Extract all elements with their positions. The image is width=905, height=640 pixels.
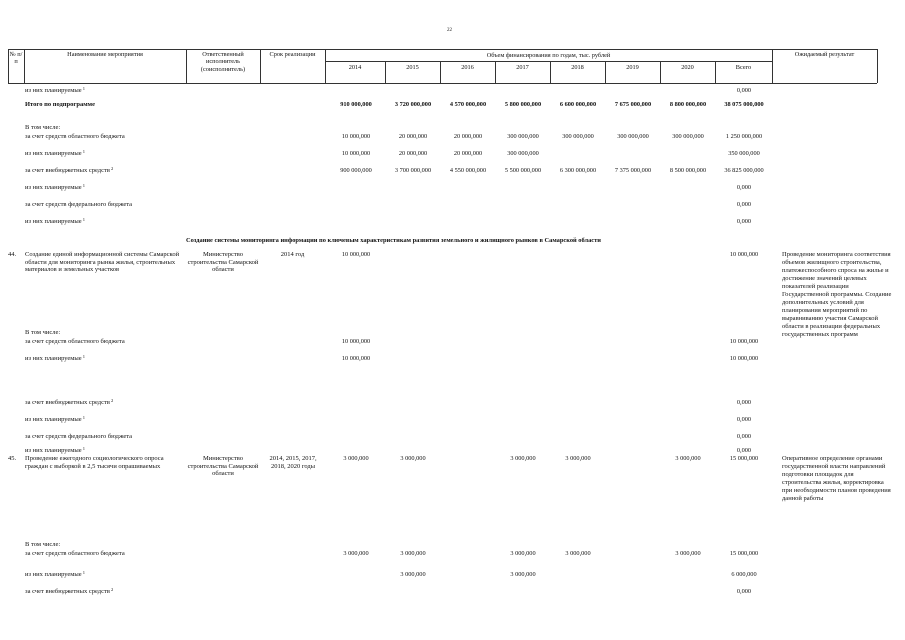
header-top-line: [8, 49, 877, 50]
row-label: за счет внебюджетных средств $^2$: [25, 398, 114, 406]
page-number: 22: [447, 28, 452, 33]
row-label: за счет средств областного бюджета: [25, 338, 125, 345]
row-value: 3 000,000: [343, 550, 369, 557]
row-value: 8 800 000,000: [669, 101, 707, 108]
row-label: из них планируемые $^1$: [25, 354, 86, 362]
row-value: 910 000,000: [340, 101, 372, 108]
row-label: из них планируемые $^1$: [25, 149, 86, 157]
row-value: 300 000,000: [562, 133, 594, 140]
row-label: за счет средств областного бюджета: [25, 133, 125, 140]
row-label: В том числе:: [25, 329, 61, 336]
row-value: 3 000,000: [400, 550, 426, 557]
row-value: 0,000: [736, 433, 752, 440]
header-year: 2016: [461, 64, 474, 71]
row-value: 4 550 000,000: [449, 167, 487, 174]
row-value: 10 000,000: [341, 355, 371, 362]
row-value: 900 000,000: [340, 167, 372, 174]
row-value: 15 000,000: [729, 550, 759, 557]
item45-term: 2014, 2015, 2017, 2018, 2020 годы: [269, 455, 317, 470]
row-value: 0,000: [736, 218, 752, 225]
item44-num: 44.: [8, 251, 17, 258]
header-responsible: Ответственный исполнитель (соисполнитель): [200, 51, 246, 73]
row-label: из них планируемые $^1$: [25, 415, 86, 423]
col-line: [24, 49, 25, 83]
header-bottom-line: [8, 83, 877, 84]
row-label: из них планируемые $^1$: [25, 570, 86, 578]
col-line: [877, 49, 878, 83]
item-main-value: 3 000,000: [675, 455, 701, 462]
row-value: 20 000,000: [398, 150, 428, 157]
row-value: 0,000: [736, 447, 752, 454]
row-value: 300 000,000: [507, 133, 539, 140]
row-value: 5 800 000,000: [504, 101, 542, 108]
header-year: Всего: [735, 64, 752, 71]
row-value: 10 000,000: [341, 133, 371, 140]
row-value: 7 375 000,000: [614, 167, 652, 174]
row-value: 3 700 000,000: [394, 167, 432, 174]
row-value: 300 000,000: [507, 150, 539, 157]
row-label: из них планируемые $^1$: [25, 183, 86, 191]
item44-name: Создание единой информационной системы Самарской области для мониторинга рынка жилья, строительных материалов и земельных участков: [25, 251, 180, 273]
col-line: [186, 49, 187, 83]
row-label: за счет внебюджетных средств $^2$: [25, 587, 114, 595]
row-value: 3 000,000: [510, 550, 536, 557]
item-main-value: 3 000,000: [510, 455, 536, 462]
row-value: 10 000,000: [729, 338, 759, 345]
item-main-value: 3 000,000: [565, 455, 591, 462]
row-value: 3 000,000: [565, 550, 591, 557]
row-value: 0,000: [736, 184, 752, 191]
item45-result: Оперативное определение органами государственной власти направлений подготовки площадок для строительства жилья, корректировка при необходимости планов проведения данной работы: [782, 455, 891, 502]
row-value: 3 000,000: [675, 550, 701, 557]
row-value: 3 000,000: [510, 571, 536, 578]
header-year: 2019: [626, 64, 639, 71]
row-value: 20 000,000: [453, 150, 483, 157]
row-value: 0,000: [736, 588, 752, 595]
header-result: Ожидаемый результат: [794, 51, 855, 58]
item-main-value: 10 000,000: [341, 251, 371, 258]
row-value: 1 250 000,000: [725, 133, 763, 140]
row-value: 6 000,000: [731, 571, 757, 578]
row-value: 8 500 000,000: [669, 167, 707, 174]
item44-result: Проведение мониторинга соответствия объемов жилищного строительства, платежеспособного спроса на жилье и достижение значений целевых показателей реализации Государственной программы. Создание дополнительных условий для планирования мероприятий по выравниванию участия Самарской области в реализации федеральных государственных программ: [782, 251, 892, 338]
row-value: 7 675 000,000: [614, 101, 652, 108]
header-year: 2015: [406, 64, 419, 71]
row-label: за счет средств федерального бюджета: [25, 201, 133, 208]
item-main-value: 3 000,000: [343, 455, 369, 462]
row-value: 0,000: [736, 399, 752, 406]
item-main-value: 3 000,000: [400, 455, 426, 462]
row-value: 20 000,000: [398, 133, 428, 140]
row-label: из них планируемые $^1$: [25, 217, 86, 225]
row-label: В том числе:: [25, 124, 61, 131]
row-label: за счет внебюджетных средств $^2$: [25, 166, 114, 174]
header-term: Срок реализации: [269, 51, 316, 58]
header-year: 2017: [516, 64, 529, 71]
header-year-line: [325, 61, 772, 62]
row-value: 0,000: [736, 87, 752, 94]
item-main-value: 10 000,000: [729, 251, 759, 258]
item44-term: 2014 год: [280, 251, 305, 258]
header-name: Наименование мероприятия: [67, 51, 143, 58]
row-label: В том числе:: [25, 541, 61, 548]
item45-name: Проведение ежегодного социологического опроса граждан с выборкой в 2,5 тысячи опрашиваемых: [25, 455, 164, 470]
row-value: 10 000,000: [341, 150, 371, 157]
row-value: 10 000,000: [729, 355, 759, 362]
header-year: 2014: [348, 64, 362, 71]
item44-responsible: Министерство строительства Самарской области: [187, 251, 259, 273]
row-label: за счет средств областного бюджета: [25, 550, 125, 557]
header-year: 2018: [571, 64, 584, 71]
row-label: из них планируемые $^1$: [25, 86, 86, 94]
row-label: из них планируемые $^1$: [25, 446, 86, 454]
row-value: 300 000,000: [672, 133, 704, 140]
row-value: 6 600 000,000: [559, 101, 597, 108]
item-main-value: 15 000,000: [729, 455, 759, 462]
row-value: 10 000,000: [341, 338, 371, 345]
row-value: 6 300 000,000: [559, 167, 597, 174]
row-label: Итого по подпрограмме: [25, 101, 95, 108]
item45-num: 45.: [8, 455, 17, 462]
row-label: за счет средств федерального бюджета: [25, 433, 133, 440]
row-value: 3 720 000,000: [394, 101, 432, 108]
item45-responsible: Министерство строительства Самарской области: [187, 455, 259, 477]
row-value: 3 000,000: [400, 571, 426, 578]
row-value: 0,000: [736, 201, 752, 208]
section-title: Создание системы мониторинга информации по ключевым характеристикам развития земельного и жилищного рынков в Самарской области: [186, 237, 601, 244]
header-year: 2020: [681, 64, 694, 71]
row-value: 38 075 000,000: [724, 101, 764, 108]
row-value: 350 000,000: [728, 150, 760, 157]
row-value: 20 000,000: [453, 133, 483, 140]
row-value: 0,000: [736, 416, 752, 423]
row-value: 300 000,000: [617, 133, 649, 140]
header-finance: Объем финансирования по годам, тыс. рублей: [486, 52, 611, 59]
header-num: № п/п: [9, 51, 23, 66]
row-value: 4 570 000,000: [449, 101, 487, 108]
row-value: 36 825 000,000: [724, 167, 764, 174]
row-value: 5 500 000,000: [504, 167, 542, 174]
